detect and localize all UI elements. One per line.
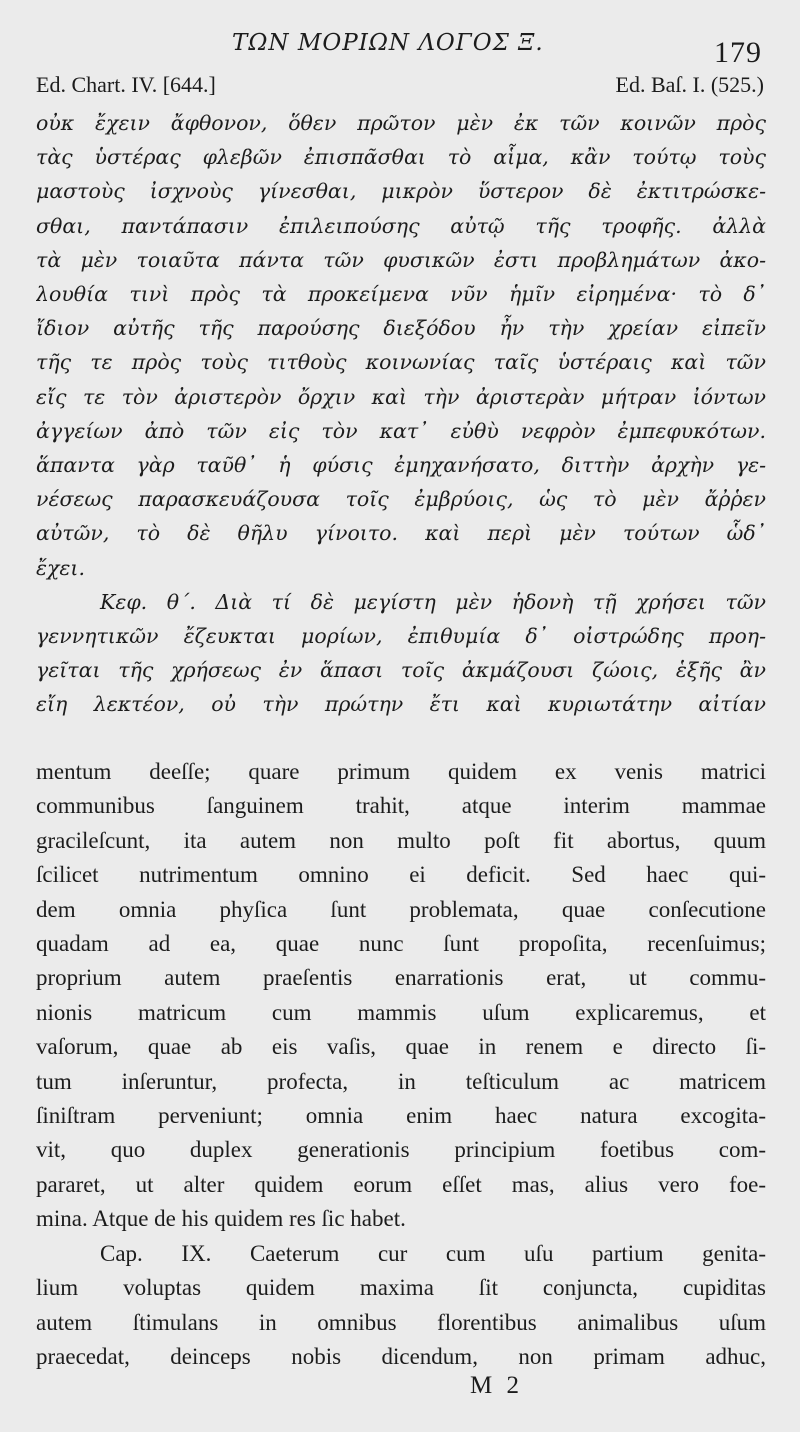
greek-line: ἅπαντα γὰρ ταῦθ᾽ ἡ φύσις ἐμηχανήσατο, διττὴν ἀρχὴν γε- [36, 453, 766, 478]
greek-line: εἴς τε τὸν ἀριστερὸν ὄρχιν καὶ τὴν ἀριστερὰν μήτραν ἰόντων [36, 384, 766, 409]
latin-line: proprium autem praeſentis enarrationis erat, ut commu- [36, 965, 766, 991]
greek-line: ἀγγείων ἀπὸ τῶν εἰς τὸν κατ᾽ εὐθὺ νεφρὸν ἐμπεφυκότων. [36, 418, 766, 443]
greek-line: νέσεως παρασκευάζουσα τοῖς ἐμβρύοις, ὡς τὸ μὲν ἄῤῥεν [36, 487, 766, 512]
running-title: ΤΩΝ ΜΟΡΙΩΝ ΛΟΓΟΣ Ξ. [232, 30, 544, 56]
greek-line: εἴη λεκτέον, οὐ τὴν πρώτην ἔτι καὶ κυριωτάτην αἰτίαν [36, 692, 766, 717]
latin-line: ſiniſtram perveniunt; omnia enim haec natura excogita- [36, 1103, 766, 1129]
latin-line: praecedat, deinceps nobis dicendum, non primam adhuc, [36, 1343, 766, 1369]
latin-text-block [36, 755, 766, 1374]
edition-chart-ref: Ed. Chart. IV. [644.] [36, 72, 216, 97]
greek-line: τὰ μὲν τοιαῦτα πάντα τῶν φυσικῶν ἐστι προβλημάτων ἀκο- [36, 247, 766, 272]
latin-line: gracileſcunt, ita autem non multo poſt fit abortus, quum [36, 827, 766, 853]
latin-line: vit, quo duplex generationis principium foetibus com- [36, 1137, 766, 1163]
latin-line: communibus ſanguinem trahit, atque interim mammae [36, 793, 766, 819]
latin-line: quadam ad ea, quae nunc ſunt propoſita, recenſuimus; [36, 931, 766, 957]
greek-line: γεννητικῶν ἔζευκται μορίων, ἐπιθυμία δ᾽ οἰστρώδης προη- [36, 624, 766, 649]
signature-mark: M 2 [470, 1372, 523, 1399]
greek-line: γεῖται τῆς χρήσεως ἐν ἅπασι τοῖς ἀκμάζουσι ζώοις, ἑξῆς ἂν [36, 658, 766, 683]
edition-references [36, 72, 764, 102]
greek-line: ἔχει. [36, 555, 85, 580]
greek-line: οὐκ ἔχειν ἄφθονον, ὅθεν πρῶτον μὲν ἐκ τῶν κοινῶν πρὸς [36, 111, 766, 135]
running-head [0, 28, 800, 69]
latin-line: ſcilicet nutrimentum omnino ei deficit. Sed haec qui- [36, 862, 766, 888]
greek-line: λουθία τινὶ πρὸς τὰ προκείμενα νῦν ἡμῖν εἰρημένα· τὸ δ᾽ [36, 282, 766, 307]
greek-line: τῆς τε πρὸς τοὺς τιτθοὺς κοινωνίας ταῖς ὑστέραις καὶ τῶν [36, 350, 766, 375]
latin-line: tum inſeruntur, profecta, in teſticulum ac matricem [36, 1068, 766, 1094]
greek-text-block [36, 106, 766, 722]
latin-chapter-heading-line: Cap. IX. Caeterum cur cum uſu partium genita- [100, 1240, 766, 1266]
latin-line: vaſorum, quae ab eis vaſis, quae in renem e directo ſi- [36, 1034, 766, 1060]
greek-line: ἴδιον αὐτῆς τῆς παρούσης διεξόδου ἦν τὴν χρείαν εἰπεῖν [36, 316, 766, 341]
latin-line: autem ſtimulans in omnibus florentibus animalibus uſum [36, 1309, 766, 1335]
latin-line: mentum deeſſe; quare primum quidem ex venis matrici [36, 759, 766, 784]
greek-chapter-heading-line: Κεφ. θ΄. Διὰ τί δὲ μεγίστη μὲν ἡδονὴ τῇ χρήσει τῶν [100, 589, 766, 614]
greek-line: αὐτῶν, τὸ δὲ θῆλυ γίνοιτο. καὶ περὶ μὲν τούτων ὧδ᾽ [36, 521, 766, 546]
latin-line: nionis matricum cum mammis uſum explicaremus, et [36, 999, 766, 1025]
latin-line: lium voluptas quidem maxima ſit conjuncta, cupiditas [36, 1275, 766, 1301]
edition-bas-ref: Ed. Baſ. I. (525.) [615, 72, 764, 97]
latin-line: pararet, ut alter quidem eorum eſſet mas, alius vero foe- [36, 1171, 766, 1197]
latin-line: mina. Atque de his quidem res ſic habet. [36, 1206, 406, 1232]
greek-line: σθαι, παντάπασιν ἐπιλειπούσης αὐτῷ τῆς τροφῆς. ἀλλὰ [36, 213, 766, 238]
greek-line: τὰς ὑστέρας φλεβῶν ἐπισπᾶσθαι τὸ αἷμα, κἂν τούτῳ τοὺς [36, 145, 766, 170]
greek-line: μαστοὺς ἰσχνοὺς γίνεσθαι, μικρὸν ὕστερον δὲ ἐκτιτρώσκε- [36, 179, 766, 204]
page-number: 179 [714, 36, 762, 69]
latin-line: dem omnia phyſica ſunt problemata, quae conſecutione [36, 896, 766, 922]
